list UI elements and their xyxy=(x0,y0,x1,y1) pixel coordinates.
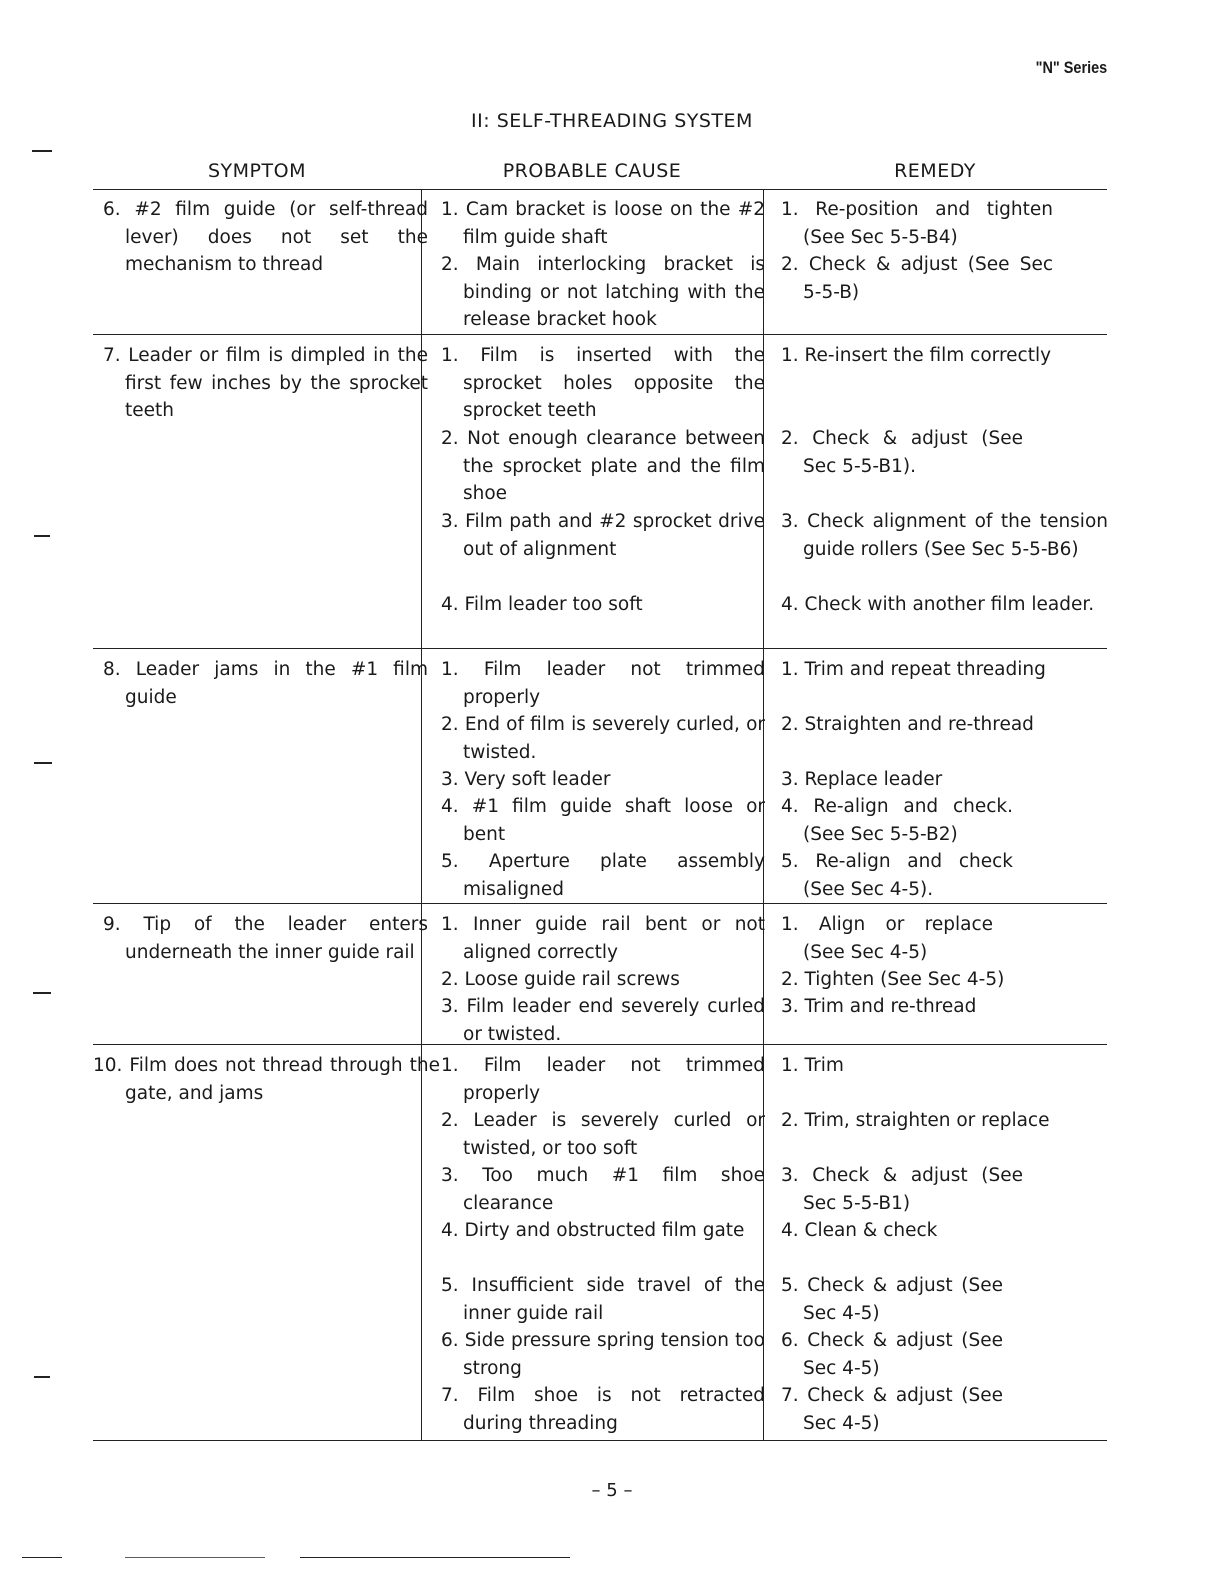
cause-item: 3. Too much #1 film shoe clearance xyxy=(441,1165,765,1214)
symptom-cell: 10. Film does not thread through the gate, and jams xyxy=(93,1055,440,1104)
cause-item: 1. Inner guide rail bent or not aligned correctly xyxy=(441,914,765,963)
remedy-item: 1. Re-position and tighten (See Sec 5-5-B4) xyxy=(781,199,1053,248)
margin-mark xyxy=(32,150,52,152)
page-number: – 5 – xyxy=(591,1480,633,1501)
symptom-cell: 9. Tip of the leader enters underneath the inner guide rail xyxy=(103,914,428,963)
remedy-item: 3. Check & adjust (See Sec 5-5-B1) xyxy=(781,1165,1023,1214)
cause-item: 1. Film is inserted with the sprocket holes opposite the sprocket teeth xyxy=(441,345,765,421)
header-symptom: SYMPTOM xyxy=(208,160,306,182)
margin-mark xyxy=(22,1557,62,1558)
symptom-cell: 8. Leader jams in the #1 film guide xyxy=(103,659,428,708)
margin-mark xyxy=(300,1557,570,1558)
symptom-cell: 6. #2 film guide (or self-thread lever) does not set the mechanism to thread xyxy=(103,199,428,275)
cause-item: 2. Not enough clearance between the sprocket plate and the film shoe xyxy=(441,428,765,504)
margin-mark xyxy=(34,762,52,764)
remedy-item: 4. Re-align and check. (See Sec 5-5-B2) xyxy=(781,796,1013,845)
series-label: "N" Series xyxy=(1035,58,1107,77)
cause-item: 7. Film shoe is not retracted during threading xyxy=(441,1385,765,1434)
cause-item: 1. Film leader not trimmed properly xyxy=(441,1055,765,1104)
remedy-item: 3. Trim and re-thread xyxy=(781,996,977,1017)
column-headers xyxy=(93,160,1107,186)
cause-item: 3. Film path and #2 sprocket drive out of alignment xyxy=(441,511,765,560)
remedy-item: 1. Trim and repeat threading xyxy=(781,659,1046,680)
remedy-item: 2. Check & adjust (See Sec 5-5-B) xyxy=(781,254,1053,303)
cause-item: 4. Dirty and obstructed film gate xyxy=(441,1220,745,1241)
header-remedy: REMEDY xyxy=(894,160,976,182)
cause-item: 4. Film leader too soft xyxy=(441,594,643,615)
remedy-item: 6. Check & adjust (See Sec 4-5) xyxy=(781,1330,1003,1379)
cause-item: 2. End of film is severely curled, or twisted. xyxy=(441,714,765,763)
remedy-item: 4. Clean & check xyxy=(781,1220,938,1241)
margin-mark xyxy=(33,992,51,994)
remedy-item: 3. Replace leader xyxy=(781,769,943,790)
cause-item: 1. Film leader not trimmed properly xyxy=(441,659,765,708)
table-row xyxy=(93,190,1107,335)
page-title: II: SELF-THREADING SYSTEM xyxy=(471,110,753,132)
remedy-item: 2. Tighten (See Sec 4-5) xyxy=(781,969,1005,990)
cause-item: 4. #1 film guide shaft loose or bent xyxy=(441,796,765,845)
troubleshooting-table xyxy=(93,189,1107,1441)
cause-item: 3. Film leader end severely curled or twisted. xyxy=(441,996,765,1045)
cause-item: 6. Side pressure spring tension too strong xyxy=(441,1330,765,1379)
table-row xyxy=(93,335,1107,649)
table-row xyxy=(93,649,1107,904)
cause-item: 5. Aperture plate assembly misaligned xyxy=(441,851,765,900)
remedy-item: 1. Trim xyxy=(781,1055,844,1076)
remedy-item: 5. Check & adjust (See Sec 4-5) xyxy=(781,1275,1003,1324)
remedy-item: 7. Check & adjust (See Sec 4-5) xyxy=(781,1385,1003,1434)
remedy-item: 2. Straighten and re-thread xyxy=(781,714,1034,735)
margin-mark xyxy=(34,1376,50,1378)
cause-item: 3. Very soft leader xyxy=(441,769,611,790)
remedy-item: 1. Align or replace (See Sec 4-5) xyxy=(781,914,993,963)
cause-item: 1. Cam bracket is loose on the #2 film guide shaft xyxy=(441,199,765,248)
symptom-cell: 7. Leader or film is dimpled in the first few inches by the sprocket teeth xyxy=(103,345,428,421)
margin-mark xyxy=(125,1557,265,1558)
table-row xyxy=(93,904,1107,1045)
remedy-item: 2. Trim, straighten or replace xyxy=(781,1110,1050,1131)
remedy-item: 4. Check with another film leader. xyxy=(781,594,1095,615)
cause-item: 2. Loose guide rail screws xyxy=(441,969,680,990)
remedy-item: 1. Re-insert the film correctly xyxy=(781,345,1052,366)
header-probable-cause: PROBABLE CAUSE xyxy=(502,160,682,182)
cause-item: 2. Leader is severely curled or twisted, or too soft xyxy=(441,1110,765,1159)
margin-mark xyxy=(34,535,50,537)
remedy-item: 5. Re-align and check (See Sec 4-5). xyxy=(781,851,1013,900)
table-row xyxy=(93,1045,1107,1441)
cause-item: 2. Main interlocking bracket is binding or not latching with the release bracket hook xyxy=(441,254,765,330)
cause-item: 5. Insufficient side travel of the inner guide rail xyxy=(441,1275,765,1324)
remedy-item: 2. Check & adjust (See Sec 5-5-B1). xyxy=(781,428,1023,477)
remedy-item: 3. Check alignment of the tension guide rollers (See Sec 5-5-B6) xyxy=(781,511,1108,560)
